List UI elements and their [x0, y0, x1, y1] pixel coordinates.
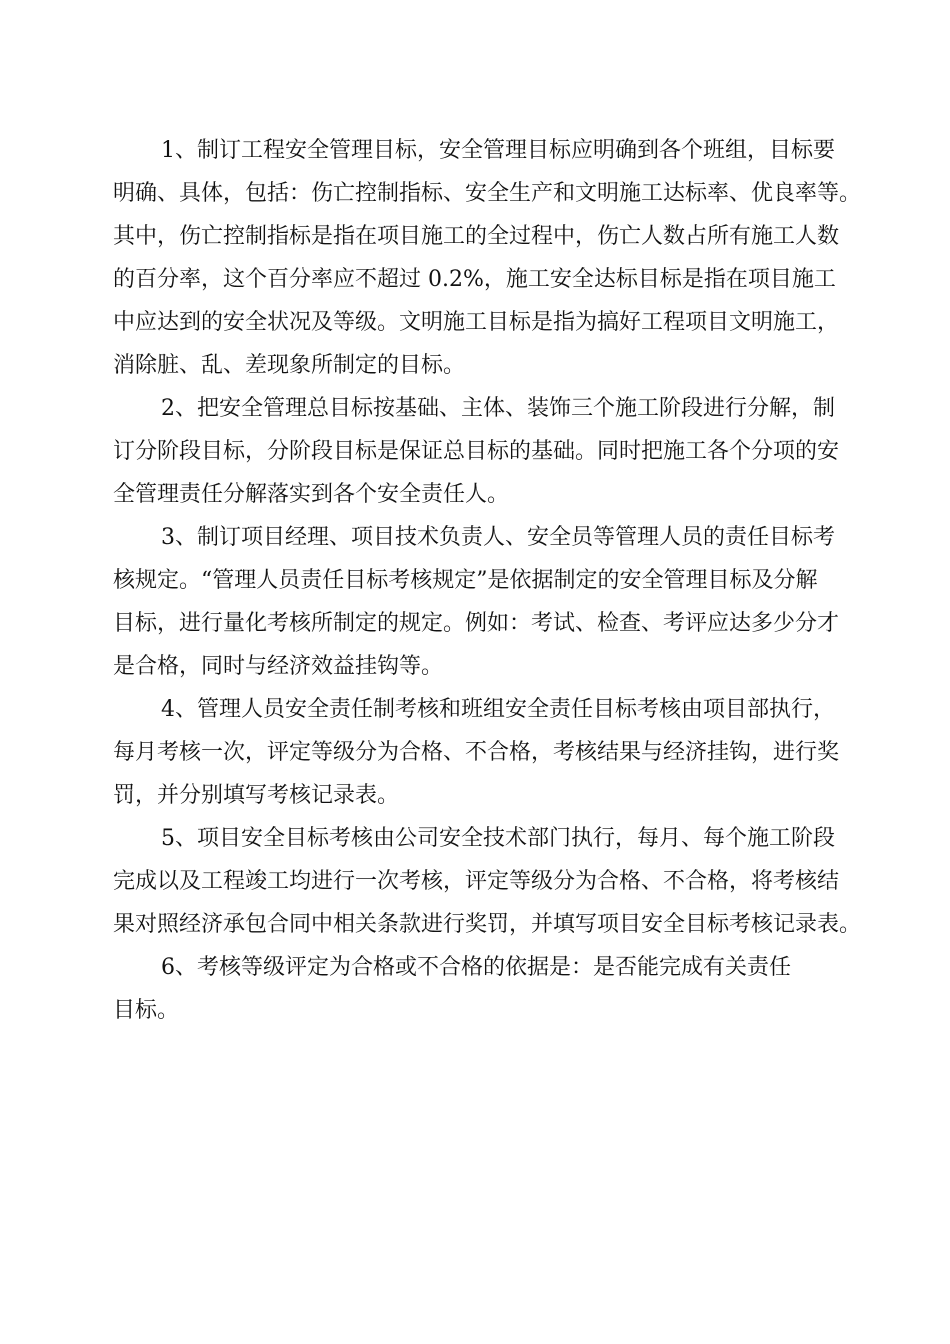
paragraph-line: 核规定。“管理人员责任目标考核规定”是依据制定的安全管理目标及分解: [113, 568, 818, 593]
paragraph-4: [113, 688, 861, 817]
paragraph-5: [113, 817, 861, 946]
paragraph-line: 是合格，同时与经济效益挂钩等。: [113, 654, 444, 679]
paragraph-line: 目标。: [113, 998, 180, 1023]
paragraph-line: 订分阶段目标，分阶段目标是保证总目标的基础。同时把施工各个分项的安: [113, 439, 840, 464]
paragraph-line: 目标，进行量化考核所制定的规定。例如：考试、检查、考评应达多少分才: [113, 611, 840, 636]
paragraph-3: [113, 516, 861, 688]
paragraph-line: 消除脏、乱、差现象所制定的目标。: [113, 353, 466, 378]
paragraph-line: 6、考核等级评定为合格或不合格的依据是：是否能完成有关责任: [161, 955, 791, 980]
document-body: [113, 129, 861, 1032]
paragraph-line: 全管理责任分解落实到各个安全责任人。: [113, 482, 510, 507]
paragraph-line: 的百分率，这个百分率应不超过 0.2%，施工安全达标目标是指在项目施工: [113, 267, 836, 292]
paragraph-line: 中应达到的安全状况及等级。文明施工目标是指为搞好工程项目文明施工，: [113, 310, 840, 335]
paragraph-line: 每月考核一次，评定等级分为合格、不合格，考核结果与经济挂钩，进行奖: [113, 740, 840, 765]
paragraph-1: [113, 129, 861, 387]
paragraph-line: 罚，并分别填写考核记录表。: [113, 783, 400, 808]
paragraph-line: 果对照经济承包合同中相关条款进行奖罚，并填写项目安全目标考核记录表。: [113, 912, 862, 937]
paragraph-line: 完成以及工程竣工均进行一次考核，评定等级分为合格、不合格，将考核结: [113, 869, 840, 894]
paragraph-line: 5、项目安全目标考核由公司安全技术部门执行，每月、每个施工阶段: [161, 826, 835, 851]
paragraph-line: 明确、具体，包括：伤亡控制指标、安全生产和文明施工达标率、优良率等。: [113, 181, 862, 206]
paragraph-line: 1、制订工程安全管理目标，安全管理目标应明确到各个班组，目标要: [161, 138, 835, 163]
paragraph-line: 3、制订项目经理、项目技术负责人、安全员等管理人员的责任目标考: [161, 525, 835, 550]
paragraph-line: 2、把安全管理总目标按基础、主体、装饰三个施工阶段进行分解，制: [161, 396, 835, 421]
paragraph-2: [113, 387, 861, 516]
paragraph-line: 4、管理人员安全责任制考核和班组安全责任目标考核由项目部执行，: [161, 697, 835, 722]
paragraph-6: [113, 946, 861, 1032]
paragraph-line: 其中，伤亡控制指标是指在项目施工的全过程中，伤亡人数占所有施工人数: [113, 224, 840, 249]
